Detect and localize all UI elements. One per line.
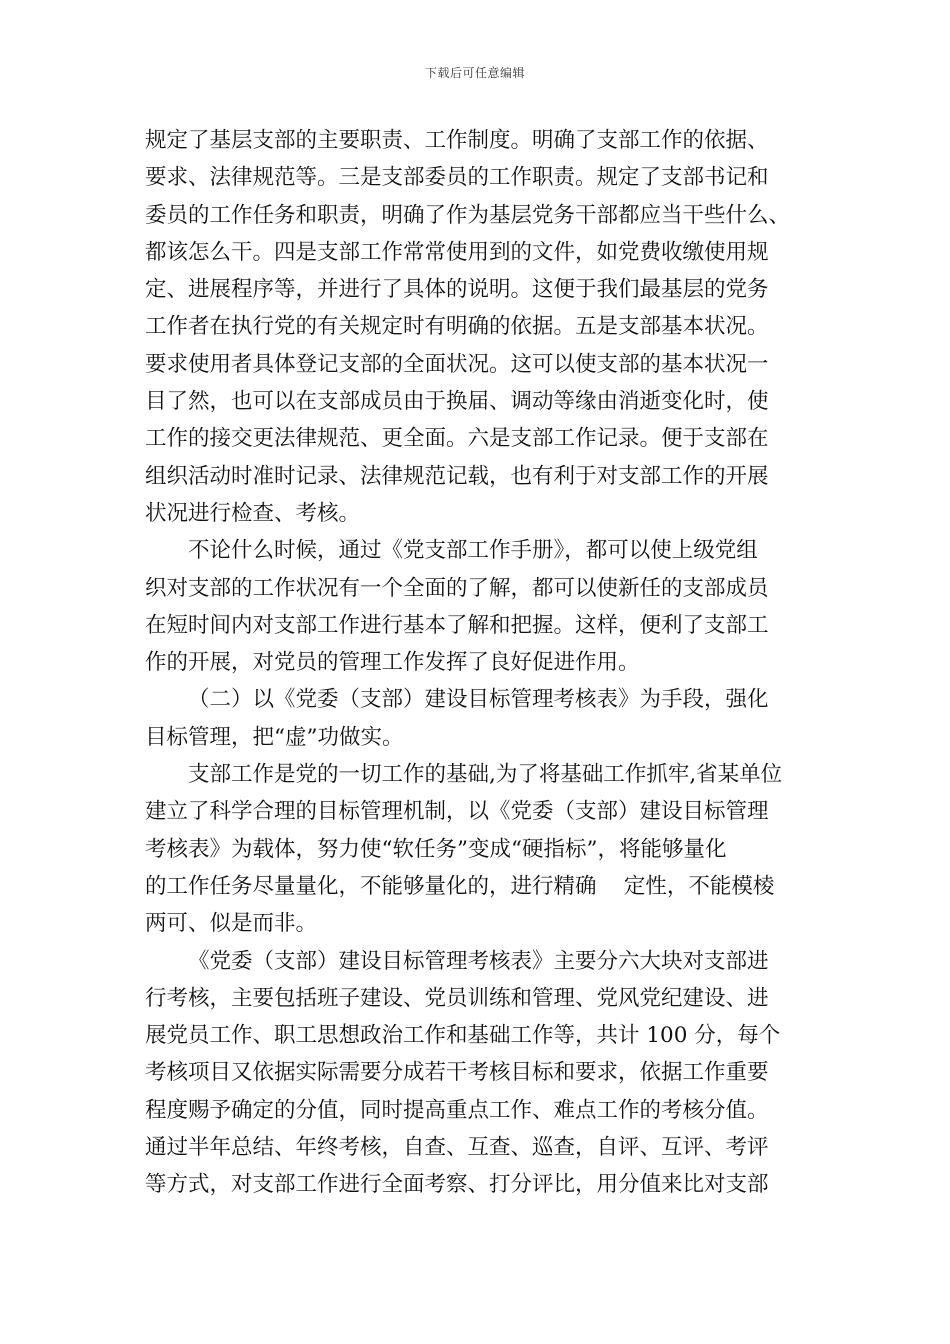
text-line: 考核表》为载体，努力使“软任务”变成“硬指标”，将能够量化 <box>145 836 727 862</box>
text-line: （二）以《党委（支部）建设目标管理考核表》为手段，强化 <box>188 687 769 713</box>
text-line: 织对支部的工作状况有一个全面的了解，都可以使新任的支部成员 <box>145 575 769 601</box>
text-line: 规定了基层支部的主要职责、工作制度。明确了支部工作的依据、 <box>145 128 769 153</box>
text-line: 通过半年总结、年终考核，自查、互查、巡查，自评、互评、考评 <box>145 1135 769 1161</box>
text-line: 建立了科学合理的目标管理机制，以《党委（支部）建设目标管理 <box>145 799 769 825</box>
text-line: 考核项目又依据实际需要分成若干考核目标和要求，依据工作重要 <box>145 1060 769 1086</box>
text-line: 两可、似是而非。 <box>145 911 318 937</box>
text-line: 作的开展，对党员的管理工作发挥了良好促进作用。 <box>145 650 640 676</box>
text-line: 工作者在执行党的有关规定时有明确的依据。五是支部基本状况。 <box>145 314 769 340</box>
text-line: 行考核，主要包括班子建设、党员训练和管理、党风党纪建设、进 <box>145 985 769 1011</box>
page-header: 下载后可任意编辑 <box>424 66 525 80</box>
text-line: 工作的接交更法律规范、更全面。六是支部工作记录。便于支部在 <box>145 426 769 452</box>
text-line: 定、进展程序等，并进行了具体的说明。这便于我们最基层的党务 <box>145 277 769 303</box>
text-line: 等方式，对支部工作进行全面考察、打分评比，用分值来比对支部 <box>145 1172 769 1198</box>
text-line: 目标管理，把“虚”功做实。 <box>145 724 404 750</box>
text-line: 目了然，也可以在支部成员由于换届、调动等缘由消逝变化时，使 <box>145 389 769 415</box>
text-line: 《党委（支部）建设目标管理考核表》主要分六大块对支部进 <box>188 948 769 974</box>
text-line: 委员的工作任务和职责，明确了作为基层党务干部都应当干些什么、 <box>145 202 791 228</box>
document-body <box>145 122 807 1204</box>
text-line: 程度赐予确定的分值，同时提高重点工作、难点工作的考核分值。 <box>145 1097 769 1123</box>
text-line: 在短时间内对支部工作进行基本了解和把握。这样，便利了支部工 <box>145 612 769 638</box>
text-line: 不论什么时候，通过《党支部工作手册》，都可以使上级党组 <box>188 538 758 564</box>
text-line: 要求使用者具体登记支部的全面状况。这可以使支部的基本状况一 <box>145 351 769 377</box>
text-line: 组织活动时准时记录、法律规范记载，也有利于对支部工作的开展 <box>145 463 769 489</box>
text-line: 支部工作是党的一切工作的基础,为了将基础工作抓牢,省某单位 <box>188 762 783 788</box>
text-line: 要求、法律规范等。三是支部委员的工作职责。规定了支部书记和 <box>145 165 769 191</box>
text-line: 展党员工作、职工思想政治工作和基础工作等，共计 100 分，每个 <box>145 1023 781 1049</box>
text-line: 的工作任务尽量量化，不能够量化的，进行精确 定性，不能模棱 <box>145 873 775 899</box>
text-line: 状况进行检查、考核。 <box>145 500 361 526</box>
text-line: 都该怎么干。四是支部工作常常使用到的文件，如党费收缴使用规 <box>145 239 769 265</box>
